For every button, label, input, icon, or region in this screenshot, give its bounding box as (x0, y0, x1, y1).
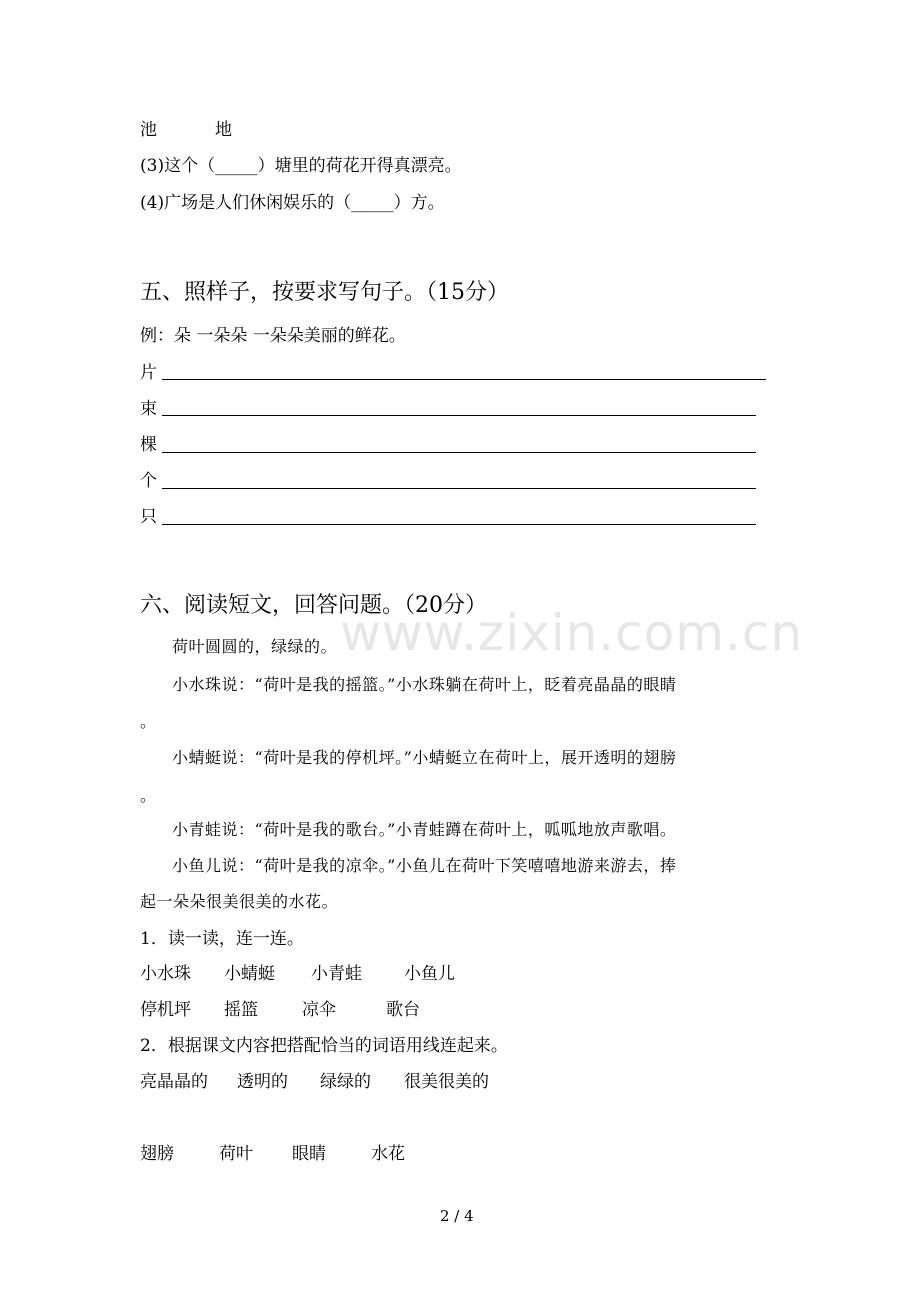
passage-line: 小鱼儿说：“荷叶是我的凉伞。”小鱼儿在荷叶下笑嘻嘻地游来游去，捧 (172, 856, 677, 875)
section5-example: 例：朵 一朵朵 一朵朵美丽的鲜花。 (140, 326, 406, 346)
q1-bottom-item: 摇篮 (224, 1000, 258, 1020)
q1-top-item: 小水珠 (140, 964, 191, 984)
passage-line: 小水珠说：“荷叶是我的摇篮。”小水珠躺在荷叶上，眨着亮晶晶的眼睛 (172, 675, 677, 694)
answer-line-5[interactable] (162, 524, 756, 525)
page-number: 2 / 4 (440, 1207, 474, 1225)
question-2-label: 2．根据课文内容把搭配恰当的词语用线连起来。 (140, 1036, 508, 1056)
question-3: (3)这个（_____）塘里的荷花开得真漂亮。 (140, 156, 462, 176)
q2-top-item: 很美很美的 (404, 1072, 489, 1092)
answer-line-1[interactable] (162, 379, 766, 380)
q1-top-item: 小鱼儿 (404, 964, 455, 984)
passage-line: 。 (140, 786, 157, 805)
question-1-label: 1．读一读，连一连。 (140, 929, 304, 949)
prompt-ke: 棵 (140, 435, 157, 455)
q2-top-item: 亮晶晶的 (140, 1072, 208, 1092)
passage-line: 。 (140, 712, 157, 731)
q1-top-item: 小青蛙 (311, 964, 362, 984)
q2-top-item: 透明的 (237, 1072, 288, 1092)
q2-bottom-item: 翅膀 (140, 1144, 174, 1164)
q1-top-item: 小蜻蜓 (224, 964, 275, 984)
word-chi: 池 (140, 120, 157, 140)
word-di: 地 (215, 120, 232, 140)
answer-line-3[interactable] (162, 452, 756, 453)
q1-bottom-item: 歌台 (386, 1000, 420, 1020)
q1-bottom-item: 停机坪 (140, 1000, 191, 1020)
prompt-ge: 个 (140, 471, 157, 491)
q2-top-item: 绿绿的 (320, 1072, 371, 1092)
prompt-shu: 束 (140, 399, 157, 419)
q2-bottom-item: 眼睛 (292, 1144, 326, 1164)
prompt-zhi: 只 (140, 507, 157, 527)
question-4: (4)广场是人们休闲娱乐的（_____）方。 (140, 193, 445, 213)
passage-line: 起一朵朵很美很美的水花。 (140, 892, 339, 911)
q1-bottom-item: 凉伞 (302, 1000, 336, 1020)
q2-bottom-item: 荷叶 (219, 1144, 253, 1164)
q2-bottom-item: 水花 (371, 1144, 405, 1164)
passage-line: 小青蛙说：“荷叶是我的歌台。”小青蛙蹲在荷叶上，呱呱地放声歌唱。 (172, 820, 677, 839)
passage-line: 荷叶圆圆的，绿绿的。 (172, 637, 338, 656)
answer-line-2[interactable] (162, 415, 756, 416)
section6-title: 六、阅读短文，回答问题。（20分） (140, 593, 487, 618)
prompt-pian: 片 (140, 363, 157, 383)
watermark: www.zixin.com.cn (340, 604, 804, 662)
passage-line: 小蜻蜓说：“荷叶是我的停机坪。”小蜻蜓立在荷叶上，展开透明的翅膀 (172, 748, 677, 767)
answer-line-4[interactable] (162, 488, 756, 489)
section5-title: 五、照样子，按要求写句子。（15分） (140, 280, 509, 305)
